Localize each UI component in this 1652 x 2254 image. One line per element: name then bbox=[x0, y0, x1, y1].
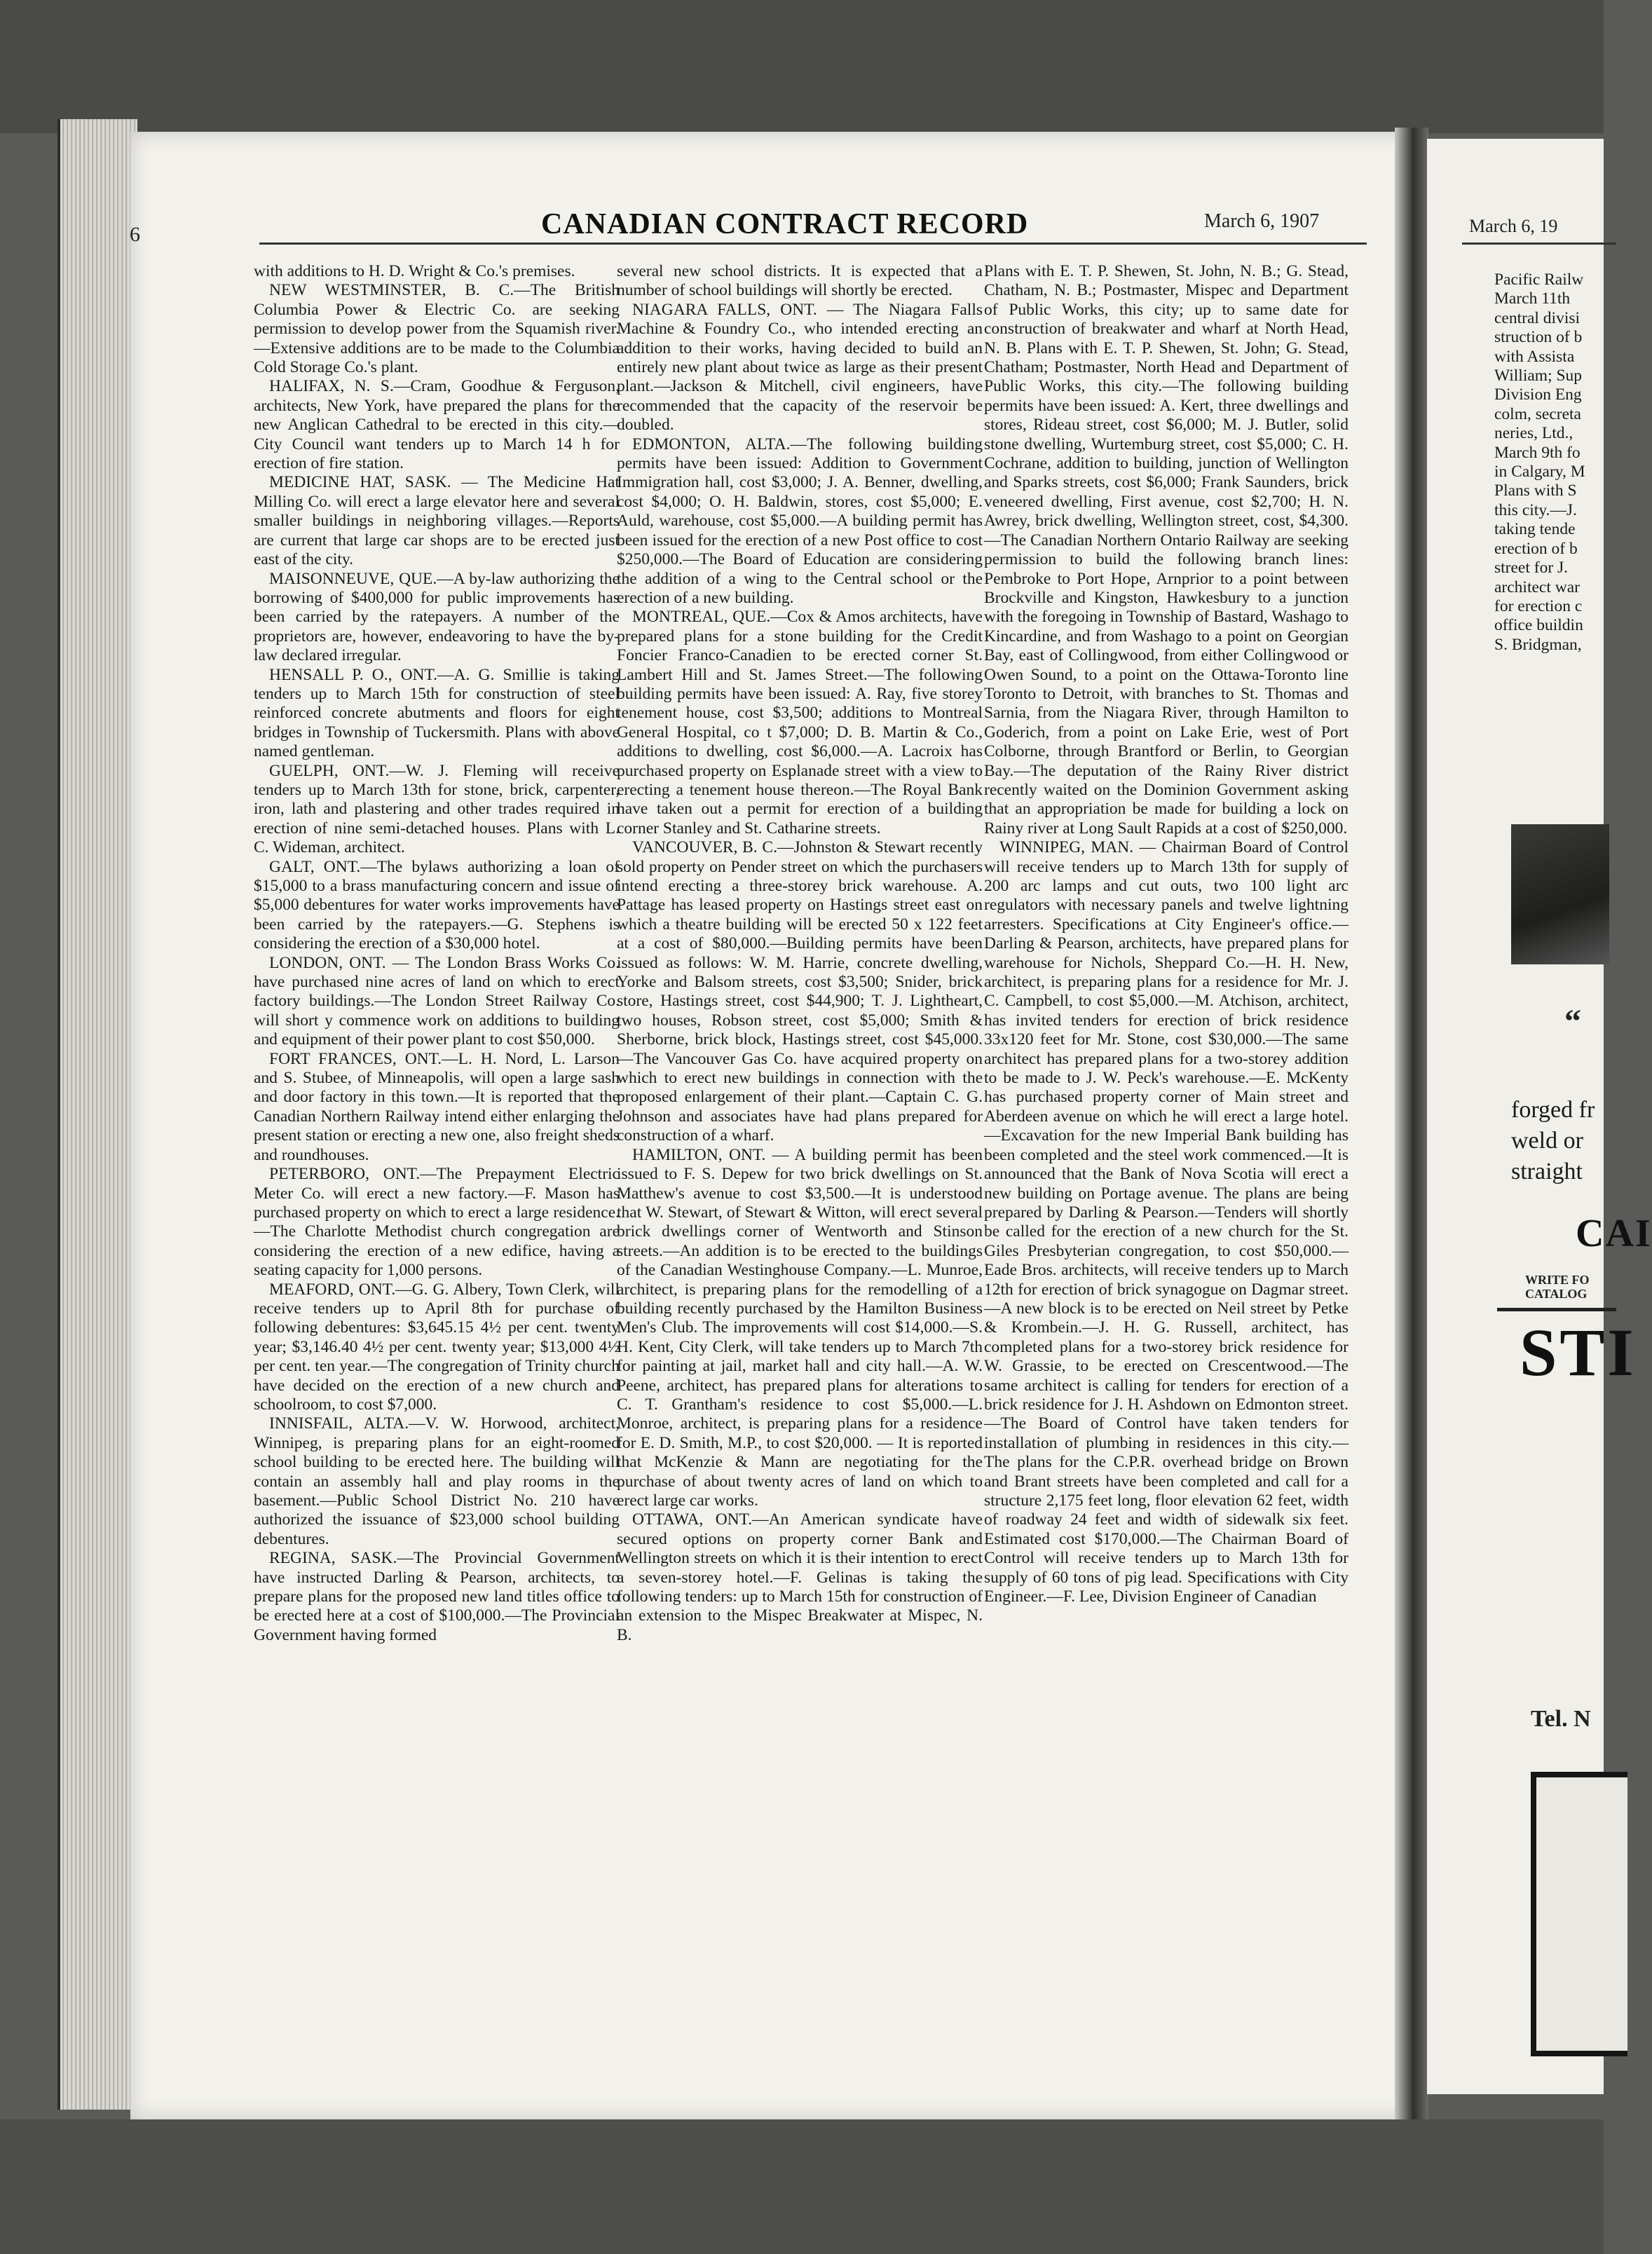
scan-background-top bbox=[0, 0, 1604, 133]
facing-page-line: struction of b bbox=[1494, 328, 1583, 347]
ad-write-for-catalog bbox=[1525, 1273, 1590, 1301]
ad-quote-mark: “ bbox=[1564, 1003, 1581, 1040]
facing-page-line: with Assista bbox=[1494, 347, 1575, 366]
facing-page-line: Pacific Railw bbox=[1494, 271, 1584, 289]
news-item: EDMONTON, ALTA.—The following building permits have been issued: Addition to Government Immigration hall, cost $3,000; J. A. Benner, dwelling, cost $4,000; O. H. Baldwin, stores, cost $5,000; E. Auld, warehouse, cost $5,000.—A building permit has been issued for the erection of a new Post office to cost $250,000.—The Board of Education are considering the addition of a wing to the Central school or the erection of a new building. bbox=[617, 435, 983, 607]
facing-page-line: colm, secreta bbox=[1494, 404, 1581, 423]
facing-page-text bbox=[1494, 271, 1613, 655]
ad-box-frame bbox=[1531, 1772, 1627, 2056]
ad-rule bbox=[1497, 1308, 1616, 1311]
news-item: MONTREAL, QUE.—Cox & Amos architects, have prepared plans for a stone building for the Credit Foncier Franco-Canadien to be erected corner St. Lambert Hill and St. James Street.—The following building permits have been issued: A. Ray, five storey tenement house, cost $3,500; additions to Montreal General Hospital, co t $7,000; D. B. Martin & Co., additions to dwelling, cost $6,000.—A. Lacroix has purchased property on Esplanade street with a view to erecting a tenement house thereon.—The Royal Bank have taken out a permit for erection of a building corner Stanley and St. Catharine streets. bbox=[617, 608, 983, 838]
news-item: MEDICINE HAT, SASK. — The Medicine Hat Milling Co. will erect a large elevator here and several smaller buildings in neighboring villages.—Reports are current that large car shops are to be erected just east of the city. bbox=[254, 473, 620, 569]
book-page-edges bbox=[57, 119, 137, 2110]
ad-illustration bbox=[1511, 824, 1609, 964]
facing-page-line: this city.—J. bbox=[1494, 500, 1577, 519]
facing-page-line: S. Bridgman, bbox=[1494, 635, 1582, 654]
facing-page-rule bbox=[1462, 243, 1616, 245]
facing-page-line: street for J. bbox=[1494, 559, 1569, 578]
facing-page-line: March 11th bbox=[1494, 289, 1571, 308]
facing-page-line: office buildin bbox=[1494, 616, 1583, 635]
news-item: NIAGARA FALLS, ONT. — The Niagara Falls Machine & Foundry Co., who intended erecting an addition to their works, having decided to build an entirely new plant about twice as large as their present plant.—Jackson & Mitchell, civil engineers, have recommended that the capacity of the reservoir be doubled. bbox=[617, 300, 983, 435]
page-number: 6 bbox=[130, 223, 140, 246]
facing-page-line: neries, Ltd., bbox=[1494, 424, 1574, 443]
column-3 bbox=[984, 262, 1349, 2084]
ad-line: straight bbox=[1511, 1159, 1583, 1184]
facing-page-date: March 6, 19 bbox=[1469, 216, 1558, 236]
book-gutter bbox=[1395, 128, 1428, 2125]
ad-line: forged fr bbox=[1511, 1097, 1595, 1123]
facing-page-line: in Calgary, M bbox=[1494, 463, 1585, 481]
facing-page-line: central divisi bbox=[1494, 308, 1581, 327]
news-item: several new school districts. It is expected that a number of school buildings will shortly be erected. bbox=[617, 262, 983, 300]
news-item: FORT FRANCES, ONT.—L. H. Nord, L. Larson and S. Stubee, of Minneapolis, will open a large sash and door factory in this town.—It is reported that the Canadian Northern Railway intend either enlarging the present station or erecting a new one, also freight sheds and roundhouses. bbox=[254, 1049, 620, 1164]
ad-line: weld or bbox=[1511, 1128, 1583, 1154]
facing-page-line: erection of b bbox=[1494, 539, 1578, 558]
issue-date: March 6, 1907 bbox=[1204, 210, 1320, 232]
header-rule bbox=[259, 243, 1367, 245]
ad-write-line: WRITE FO bbox=[1525, 1273, 1590, 1287]
ad-text bbox=[1511, 1095, 1595, 1187]
facing-page-line: architect war bbox=[1494, 578, 1580, 596]
facing-page bbox=[1427, 139, 1652, 2094]
facing-page-line: William; Sup bbox=[1494, 367, 1583, 385]
facing-page-line: March 9th fo bbox=[1494, 443, 1581, 462]
publication-title: CANADIAN CONTRACT RECORD bbox=[541, 208, 1029, 240]
ad-write-line: CATALOG bbox=[1525, 1287, 1588, 1301]
column-2 bbox=[617, 262, 983, 2084]
news-item: LONDON, ONT. — The London Brass Works Co. have purchased nine acres of land on which to erect factory buildings.—The London Street Railway Co. will short y commence work on additions to building and equipment of their power plant to cost $50,000. bbox=[254, 953, 620, 1049]
scan-background-bottom bbox=[0, 2119, 1604, 2254]
facing-page-line: for erection c bbox=[1494, 596, 1583, 615]
facing-page-line: taking tende bbox=[1494, 520, 1576, 539]
column-1 bbox=[254, 262, 620, 2084]
news-item: INNISFAIL, ALTA.—V. W. Horwood, architect, Winnipeg, is preparing plans for an eight-roomed school building to be erected here. The building will contain an assembly hall and play rooms in the basement.—Public School District No. 210 have authorized the issuance of $23,000 school building debentures. bbox=[254, 1414, 620, 1548]
news-item: MEAFORD, ONT.—G. G. Albery, Town Clerk, will receive tenders up to April 8th for purchase of following debentures: $3,645.15 4½ per cent. twenty year; $3,146.40 4½ per cent. twenty year; $13,000 4½ per cent. ten year.—The congregation of Trinity church have decided on the erection of a new church and schoolroom, to cost $7,000. bbox=[254, 1280, 620, 1414]
news-item: PETERBORO, ONT.—The Prepayment Electric Meter Co. will erect a new factory.—F. Mason has purchased property on which to erect a large residence.—The Charlotte Methodist church congregation are considering the erection of a new edifice, having a seating capacity for 1,000 persons. bbox=[254, 1165, 620, 1280]
news-item: HALIFAX, N. S.—Cram, Goodhue & Ferguson, architects, New York, have prepared the plans for the new Anglican Cathedral to be erected in this city.—City Council want tenders up to March 14 h for erection of fire station. bbox=[254, 377, 620, 473]
news-item: OTTAWA, ONT.—An American syndicate have secured options on property corner Bank and Wellington streets on which it is their intention to erect a seven-storey hotel.—F. Gelinas is taking the following tenders: up to March 15th for construction of an extension to the Mispec Breakwater at Mispec, N. B. bbox=[617, 1510, 983, 1644]
news-item: REGINA, SASK.—The Provincial Government have instructed Darling & Pearson, architects, to prepare plans for the proposed new land titles office to be erected here at a cost of $100,000.—The Provincial Government having formed bbox=[254, 1549, 620, 1644]
facing-page-line: Plans with S bbox=[1494, 481, 1577, 500]
news-item: NEW WESTMINSTER, B. C.—The British Columbia Power & Electric Co. are seeking permission to develop power from the Squamish river.—Extensive additions are to be made to the Columbia Cold Storage Co.'s plant. bbox=[254, 281, 620, 377]
news-item: WINNIPEG, MAN. — Chairman Board of Control will receive tenders up to March 13th for supply of 200 arc lamps and cut outs, two 100 light arc regulators with necessary panels and twelve lightning arresters. Specifications at City Engineer's office.—Darling & Pearson, architects, have prepared plans for warehouse for Nichols, Sheppard Co.—H. H. New, architect, is preparing plans for a residence for Mr. J. C. Campbell, to cost $5,000.—M. Atchison, architect, has invited tenders for erection of brick residence 33x120 feet for Mr. Stone, cost $30,000.—The same architect has prepared plans for a two-storey addition to be made to J. W. Peck's warehouse.—E. McKenty has purchased property corner of Main street and Aberdeen avenue on which he will erect a large hotel.—Excavation for the new Imperial Bank building has been completed and the steel work commenced.—It is announced that the Bank of Nova Scotia will erect a new building on Portage avenue. The plans are being prepared by Darling & Pearson.—Tenders will shortly be called for the erection of a new church for the St. Giles Presbyterian congregation, to cost $50,000.—Eade Bros. architects, will receive tenders up to March 12th for erection of brick synagogue on Dagmar street.—A new block is to be erected on Neil street by Petke & Krombein.—J. H. G. Russell, architect, has completed plans for a two-storey brick residence for W. Grassie, to be erected on Crescentwood.—The same architect is calling for tenders for erection of a brick residence for J. H. Ashdown on Edmonton street.—The Board of Control have taken tenders for installation of plumbing in residences in this city.—The plans for the C.P.R. overhead bridge on Brown and Brant streets have been completed and call for a structure 2,175 feet long, floor elevation 62 feet, width of roadway 24 feet and width of sidewalk six feet. Estimated cost $170,000.—The Chairman Board of Control will receive tenders up to March 13th for supply of 60 tons of pig lead. Specifications with City Engineer.—F. Lee, Division Engineer of Canadian bbox=[984, 838, 1349, 1606]
news-item: GUELPH, ONT.—W. J. Fleming will receive tenders up to March 13th for stone, brick, carpenter, iron, lath and plastering and other trades required in erection of nine semi-detached houses. Plans with L. C. Wideman, architect. bbox=[254, 761, 620, 857]
ad-telephone: Tel. N bbox=[1531, 1706, 1591, 1732]
news-item: HAMILTON, ONT. — A building permit has been issued to F. S. Depew for two brick dwellings on St. Matthew's avenue to cost $3,500.—It is understood that W. Stewart, of Stewart & Witton, will erect several brick dwellings corner of Wentworth and Stinson streets.—An addition is to be erected to the buildings of the Canadian Westinghouse Company.—L. Munroe, architect, is preparing plans for the remodelling of a building recently purchased by the Hamilton Business Men's Club. The improvements will cost $14,000.—S. H. Kent, City Clerk, will take tenders up to March 7th for painting at jail, market hall and city hall.—A. W. Peene, architect, has prepared plans for alterations to C. T. Grantham's residence to cost $5,000.—L. Monroe, architect, is preparing plans for a residence for E. D. Smith, M.P., to cost $20,000. — It is reported that McKenzie & Mann are negotiating for the purchase of about twenty acres of land on which to erect large car works. bbox=[617, 1145, 983, 1510]
news-item: HENSALL P. O., ONT.—A. G. Smillie is taking tenders up to March 15th for construction of steel reinforced concrete abutments and floors for eight bridges in Township of Tuckersmith. Plans with above named gentleman. bbox=[254, 665, 620, 761]
news-item: GALT, ONT.—The bylaws authorizing a loan of $15,000 to a brass manufacturing concern and issue of $5,000 debentures for water works improvements have been carried by the ratepayers.—G. Stephens is considering the erection of a $30,000 hotel. bbox=[254, 857, 620, 953]
ad-large-heading: STI bbox=[1520, 1315, 1637, 1390]
ad-heading: CAI bbox=[1576, 1212, 1652, 1255]
facing-page-line: Division Eng bbox=[1494, 385, 1582, 404]
news-item: Plans with E. T. P. Shewen, St. John, N. B.; G. Stead, Chatham, N. B.; Postmaster, Mispec and Department of Public Works, this city; up to same date for construction of breakwater and wharf at North Head, N. B. Plans with E. T. P. Shewen, St. John; G. Stead, Chatham; Postmaster, North Head and Department of Public Works, this city.—The following building permits have been issued: A. Kert, three dwellings and stores, Rideau street, cost $6,000; M. J. Butler, solid stone dwelling, Wurtemburg street, cost $5,000; C. H. Cochrane, addition to building, junction of Wellington and Sparks streets, cost $6,000; Frank Saunders, brick veneered dwelling, First avenue, cost $2,700; H. N. Awrey, brick dwelling, Wellington street, cost, $4,300.—The Canadian Northern Ontario Railway are seeking permission to build the following branch lines: Pembroke to Port Hope, Arnprior to a point between Brockville and Kingston, Hawkesbury to a junction with the foregoing in Township of Bastard, Washago to Kincardine, and from Washago to a point on Georgian Bay, east of Collingwood, from either Collingwood or Owen Sound, to a point on the Ottawa-Toronto line Toronto to Detroit, with branches to St. Thomas and Sarnia, from the Niagara River, through Hamilton to Goderich, from a point on Lake Erie, west of Port Colborne, through Brantford or Berlin, to Georgian Bay.—The deputation of the Rainy River district recently waited on the Dominion Government asking that an appropriation be made for building a lock on Rainy river at Long Sault Rapids at a cost of $250,000. bbox=[984, 262, 1349, 838]
news-item: with additions to H. D. Wright & Co.'s premises. bbox=[254, 262, 575, 280]
news-item: VANCOUVER, B. C.—Johnston & Stewart recently sold property on Pender street on which the purchasers intend erecting a three-storey brick warehouse. A. Pattage has leased property on Hastings street east on which a theatre building will be erected 50 x 122 feet at a cost of $80,000.—Building permits have been issued as follows: W. M. Harrie, concrete dwelling, Yorke and Balsom streets, cost $3,500; Snider, brick store, Hastings street, cost $44,900; T. J. Lightheart, two houses, Robson street, cost $5,000; Smith & Sherborne, brick block, Hastings street, cost $45,000.—The Vancouver Gas Co. have acquired property on which to erect new buildings in connection with the proposed enlargement of their plant.—Captain C. G. Johnson and associates have had plans prepared for construction of a wharf. bbox=[617, 838, 983, 1145]
news-item: MAISONNEUVE, QUE.—A by-law authorizing the borrowing of $400,000 for public improvements has been carried by the ratepayers. A number of the proprietors are, however, endeavoring to have the by-law declared irregular. bbox=[254, 569, 620, 665]
